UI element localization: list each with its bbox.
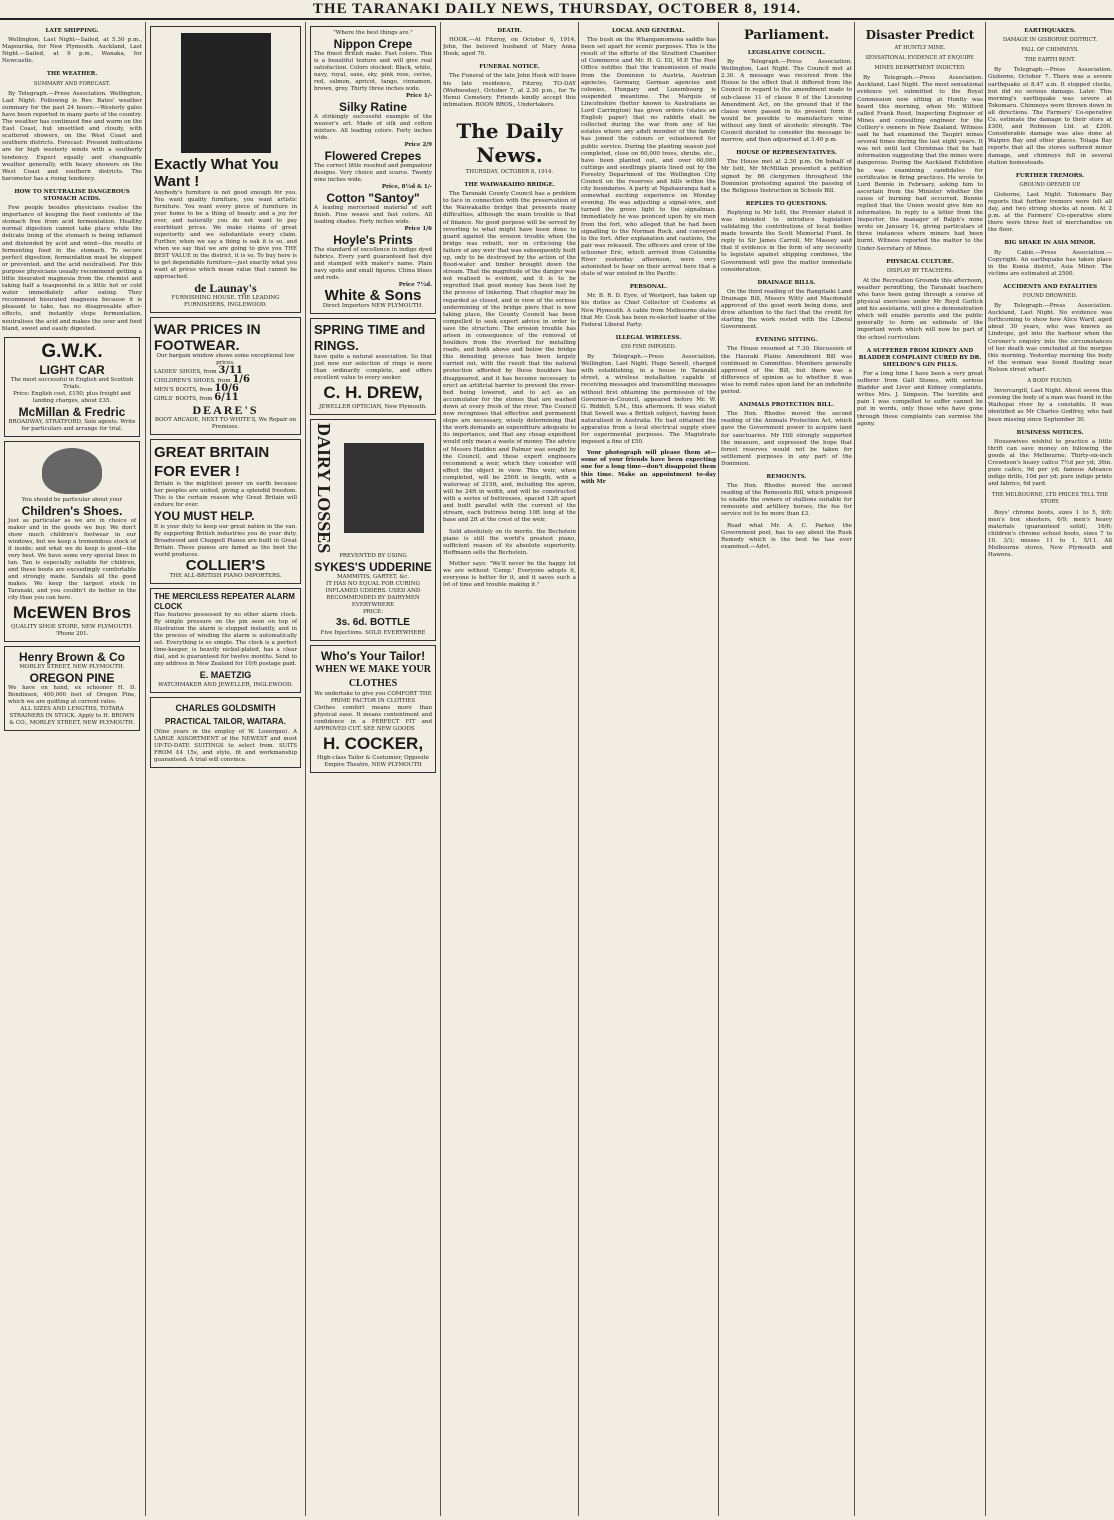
mcewen-title: McEWEN Bros xyxy=(12,602,132,622)
edition-date: THURSDAY, OCTOBER 8, 1914. xyxy=(465,168,554,175)
price-label: PRICE: xyxy=(362,609,384,616)
column-4 xyxy=(443,22,576,1516)
mcmillan-title: McMillan & Fredric xyxy=(18,404,126,419)
bechstein-text: Sold absolutely on its merits, the Bechstein piano is still the world's greatest piano, sufficient reason of its absolute superiority. Hoffmann sells the Bechstein. xyxy=(443,528,576,556)
sensational-subheading: SENSATIONAL EVIDENCE AT ENQUIRY. xyxy=(865,55,975,62)
sufferer-text: For a long time I have been a very great sufferer from Gall Stones, with serious Bladder and Liver and Kidney complaints, writes Mrs. J. Simpson. The terrible and pain I was compelled to suffer cannot be put in words, only those who have gone through these complaints can surmise the agony. xyxy=(857,370,983,427)
santoy-text: A leading mercerised material of soft finish. Fine weave and fast colors. All leading shades. Forty inches wide. xyxy=(314,205,432,225)
ratine-text: A strikingly successful example of the weaver's art. Made of silk and cotton mixture. All leading colors. Forty inches wide. xyxy=(314,114,432,141)
weather-heading: THE WEATHER. xyxy=(46,71,98,78)
ladies-label: LADIES' SHOES, from xyxy=(154,369,217,375)
illegal-wireless-text: By Telegraph.—Press Association. Wellington, Last Night. Hugo Sewell, charged with establishing, in a house in Taranaki street, a wireless installation capable of receiving messages and transmitting messages without first obtaining the permission of the Governor-in-Council, appeared before Mr. W. G. Riddell, S.M., this afternoon. It was stated that Sewell was a British subject, having been naturalised in Australia. He had obtained the apparatus from a local electrical supply store for experimental purposes. The Magistrate imposed a fine of £50. xyxy=(581,354,716,446)
girls-label: GIRLS' BOOTS, from xyxy=(154,396,213,402)
sykes-maker: MAMMITIS, GARTET, &c. xyxy=(336,574,410,581)
drainage-heading: DRAINAGE BILLS. xyxy=(757,279,816,286)
spring-text: have quite a natural association. So that just now our selection of rings is more than ordinarily complete, and offers excellent value to every seeker. xyxy=(314,354,432,381)
mother-text: Mother says: "We'll never be the happy lot we are without 'Cemp.' Everyone adopts it, everyone is better for it, and it saves such a lot of time and trouble making it." xyxy=(443,560,576,589)
colliers-title: COLLIER'S xyxy=(185,557,266,574)
goldsmith-title: CHARLES GOLDSMITH xyxy=(175,703,276,713)
illegal-wireless-heading: ILLEGAL WIRELESS. xyxy=(615,334,682,341)
childrens-shoes-ad xyxy=(4,441,140,642)
tailor-text: We undertake to give you COMFORT THE PRIME FACTOR IN CLOTHES xyxy=(314,691,432,705)
disaster-heading: Disaster Predict xyxy=(865,28,975,42)
delaunay-name: de Launay's xyxy=(194,281,257,295)
photo-notice: Your photograph will please them at—some of your friends have been expecting one for a long time—don't disappoint them this time. Make an appointment to-day with Mr xyxy=(581,450,716,485)
bridge-heading: THE WAIWAKAIHO BRIDGE. xyxy=(464,182,555,189)
girls-price: 6/11 xyxy=(214,392,239,403)
stomach-heading: HOW TO NEUTRALISE DANGEROUS STOMACH ACIDS. xyxy=(14,188,130,202)
colliers-sub: THE ALL-BRITISH PIANO IMPORTERS. xyxy=(169,573,282,579)
council-heading: LEGISLATIVE COUNCIL. xyxy=(747,50,826,56)
asia-text: By Cable.—Press Association.—Copyright. An earthquake has taken place in the Konia district, Asia Minor. The victims are estimated at 2500. xyxy=(988,249,1112,277)
shipping-text: Wellington, Last Night—Sailed, at 5.30 p.m., Mapourika, for New Plymouth. Auckland, Last Night.—Sailed, at 9 p.m., Wanaka, for Newcastle. xyxy=(2,37,142,65)
goldsmith-text: (Nine years in the employ of W. Lonergan). A LARGE ASSORTMENT of the NEWEST and most UP-TO-DATE SUITINGS to select from. SUITS FROM £4 15s, and style, fit and workmanship guaranteed. A trial will convince. xyxy=(154,729,297,763)
gwk-price: Price: English cost, £150; plus freight and landing charges, about £35. xyxy=(13,390,131,404)
council-text: By Telegraph.—Press Association. Wellington, Last Night. The Council met at 2.30. A message was received from the House to the effect that it differed from the Council in regard to the amendment made to sub-clause 11 of clause 9 of the Licensing Amendment Act, on the ground that if the clause were passed in its present form it would be possible to manufacture wine without any limit of alcoholic strength. The Council decided to consider the message to-morrow, and then adjourned at 3.40 p.m. xyxy=(721,59,852,144)
delaunay-sub: FURNISHING HOUSE. THE LEADING FURNISHERS, INGLEWOOD. xyxy=(171,295,280,308)
white-sons-sub: Direct Importers NEW PLYMOUTH. xyxy=(322,303,424,309)
column-rule xyxy=(578,22,579,1516)
column-rule xyxy=(854,22,855,1516)
oregon-title: OREGON PINE xyxy=(29,670,115,685)
childrens-shoes-title: Children's Shoes. xyxy=(21,503,123,518)
drowned-text: By Telegraph.—Press Association. Auckland, Last Night. No evidence was forthcoming to show how Alice Ward, aged about 30 years, who was known as Lindrope, got into the harbour when the Coroner's enquiry into the circumstances of her death was concluded at the morgue this morning. Yesterday morning the body of the woman was found floating near Nelson street wharf. xyxy=(988,303,1112,373)
merciless-title: THE MERCILESS REPEATER ALARM CLOCK xyxy=(154,592,295,611)
shoes-intro: You should be particular about your xyxy=(21,496,123,503)
personal-text: Mr. B. R. D. Eyre, of Westport, has taken up his duties as Chief Collector of Customs at New Plymouth. A cable from Melbourne states that Mr. Cook has been re-elected leader of the Federal Liberal Party. xyxy=(581,293,716,328)
column-rule xyxy=(305,22,306,1516)
column-2 xyxy=(148,22,303,1516)
replies-heading: REPLIES TO QUESTIONS. xyxy=(745,200,828,207)
henry-brown-address: MORLEY STREET, NEW PLYMOUTH. xyxy=(19,663,125,670)
body-found-subheading: A BODY FOUND. xyxy=(1027,378,1073,385)
flowered-title: Flowered Crepes xyxy=(324,149,422,163)
read-notice: Read what Mr. A. C. Parker, the Government poet, has to say about the Rusk Remedy which is the best he has ever examined.—Advt. xyxy=(721,522,852,550)
bridge-text: The Taranaki County Council has a problem to face in connection with the preservation of the Waiwakaiho bridge that presents many difficulties, although the main trouble is that of finance. No good purpose will be served by reverting to what might have been done to guard against the erosion trouble when the bridge was rebuilt, nor in criticising the failure of any weir that was subsequently built up, only to be destroyed by the action of the flood-water and timber brought down the stream. That the magnitude of the danger was not realised is evident, and it is to be regretted that good money has been lost by the process of tinkering. That chapter may be regarded as closed, and in view of the serious undermining of the bridge piers that is now taking place, the County Council has been compelled to seek expert advice in order to save the structure. The erosion trouble has arisen in consequence of the removal of boulders from the riverbed for metalling roads, and both above and below the bridge this denuding process has been largely carried out, with the result that the natural protection afforded by these boulders has disappeared, and it has become necessary to erect an artificial barrier to prevent the river-bed being lowered, and to act as an accumulator for the stones that are washed down at every fresh of the river. The Council now recognises that effective and permanent steps are necessary, wisely determining that the work demands an expenditure adequate to its importance, and that any cheap expedient would only mean a waste of money. The advice of Messrs Hadden and Palmer was sought by the Council, and these expert engineers recommend a weir, which they consider will effect the object in view. This weir, when completed, will be 250ft in length, with a waterway of 215ft, and, including the apron, will be 24ft in width, and will be constructed with a series of buttresses, spaced 12ft apart and built parallel with the current of the stream, each buttress being 10ft long at the base and 2ft at the crest of the weir. xyxy=(443,191,576,524)
mcewen-address: QUALITY SHOE STORE, NEW PLYMOUTH. 'Phone 201. xyxy=(10,623,134,637)
replies-text: Replying to Mr Isitt, the Premier stated it was intended to introduce legislation validating the contributions of local bodies made towards the Scott Memorial Fund. In reply to Sir James Carroll, Mr Massey said that if evidence in the form of any necessity to legislate against shipping combines, the Government will give the matter immediate consideration. xyxy=(721,209,852,273)
column-rule xyxy=(440,22,441,1516)
practical-tailor: PRACTICAL TAILOR, WAITARA. xyxy=(165,717,286,726)
prevented-label: PREVENTED BY USING xyxy=(339,553,407,560)
column-6 xyxy=(721,22,852,1516)
drew-title: C. H. DREW, xyxy=(323,383,423,402)
hoyle-price: Price 7½d. xyxy=(398,282,432,288)
dairy-losses-banner xyxy=(314,423,432,553)
chimneys-subheading: FALL OF CHIMNEYS. xyxy=(1021,47,1079,54)
column-rule xyxy=(985,22,986,1516)
late-shipping-heading: LATE SHIPPING. xyxy=(45,28,99,34)
column-3 xyxy=(308,22,438,1516)
accidents-heading: ACCIDENTS AND FATALITIES xyxy=(1003,283,1097,290)
funeral-text: The Funeral of the late John Hook will leave his late residence, Fitzroy, TO-DAY (Wednesday), October 7, at 2.30 p.m., for Te Henui Cemetery. Friends kindly accept this intimation. BOON BROS., Undertakers. xyxy=(443,73,576,108)
white-sons-ad xyxy=(310,26,436,314)
nippon-title: Nippon Crepe xyxy=(333,37,413,51)
hoyle-title: Hoyle's Prints xyxy=(333,233,413,247)
cocker-ad xyxy=(310,645,436,773)
when-make-title: WHEN WE MAKE YOUR CLOTHES xyxy=(315,664,431,690)
nippon-price: Price 1/- xyxy=(405,93,432,99)
earth-rent-subheading: THE EARTH RENT. xyxy=(1024,57,1076,64)
gwk-text: The most successful in English and Scottish Trials. xyxy=(10,376,134,390)
fine-subheading: £50 FINE IMPOSED. xyxy=(620,343,677,350)
war-prices-title: WAR PRICES IN FOOTWEAR. xyxy=(154,321,261,353)
oregon-footer: ALL SIZES AND LENGTHS, TOTARA STRAINERS IN STOCK. Apply to H. BROWN & CO., MORLEY STREET, NEW PLYMOUTH. xyxy=(9,705,135,726)
goldsmith-ad xyxy=(150,697,301,768)
melbourne-subheading: THE MELBOURNE, LTD PRICES TELL THE STORY. xyxy=(991,492,1109,506)
business-text: Housewives wishful to practice a little thrift can save money on following the goods at the Melbourne; Thirty-six-inch Crewdson's heavy calico 7½d per yd; 36in. pure calico, 9d per yd; famous Advance indigo drills, 10d per yd; pure indigo prints and fabrics, 6d yard. xyxy=(988,438,1112,488)
light-car-title: LIGHT CAR xyxy=(39,362,105,377)
business-heading: BUSINESS NOTICES. xyxy=(1016,429,1084,436)
death-text: HOOK.—At Fitzroy, on October 6, 1914, John, the beloved husband of Mary Anna Hook; aged 76. xyxy=(443,37,576,58)
footwear-intro: Our bargain window shows some exceptional low prices. xyxy=(156,353,295,366)
house-heading: HOUSE OF REPRESENTATIVES. xyxy=(736,150,837,157)
mines-subheading: MINES DEPARTMENT INDICTED. xyxy=(874,65,966,72)
weather-text: By Telegraph.—Press Association. Wellington, Last Night. Following is Rev. Bates' weather summary for the past 24 hours:—Westerly gales have been reported in many parts of the country. The weather has continued fine and warm on the East Coast, but unsettled and cloudy, with scattered showers, on the West Coast and southern districts. Forecast: Present indications are for high westerly winds with a southerly tendency. Expect squally and changeable weather generally, with heavy showers on the West Coast and southern districts. The barometer has a rising tendency. xyxy=(2,90,142,182)
disaster-text: By Telegraph.—Press Association. Auckland, Last Night. The most sensational evidence yet submitted to the Royal Commission now sitting at Huntly was heard this morning, when Mr. Wilford called Frank Reed, Inspecting Engineer of Mines and consulting engineer for the Colliery's owners in New Zealand. Witness said he had examined the Taupiri mines several times during the last eight years. It was not until last Christmas that he had information suggesting that the mines were dangerous. During the Auckland Exhibition he was examining candidates for certificates in firing practices. He wrote to Lord Bennie in February, asking him to ascertain from the Minister whether the cause of burning had occurred. Bennie replied that the Union would give him no information. In reply to a letter from the Inspector, the manager of Ralph's mine wrote on January 14, giving particulars of three instances where miners had been burnt. Witness reported the matter to the Under-Secretary of Mines. xyxy=(857,75,983,252)
hoyle-text: The standard of excellence in indigo dyed fabrics. Every yard guaranteed fast dye and stamped with maker's name. Plain navy spots and small figures. China blues and reds. xyxy=(314,247,432,281)
great-britain-text: Britain is the mightiest power on earth because her peoples are united, giving a splendid freedom. This is the certain reason why Great Britain will endure for ever. xyxy=(154,481,297,508)
ratine-price: Price 2/9 xyxy=(404,142,432,148)
drowned-subheading: FOUND DROWNED. xyxy=(1022,293,1078,299)
cocker-title: H. COCKER, xyxy=(322,734,424,754)
further-tremors-heading: FURTHER TREMORS. xyxy=(1015,172,1085,179)
flowered-price: Price, 8½d & 1/- xyxy=(381,184,432,190)
column-7 xyxy=(857,22,983,1516)
sykes-foot: Five Injections. SOLD EVERYWHERE xyxy=(320,630,426,637)
death-heading: DEATH. xyxy=(497,28,522,34)
newspaper-title: The Daily News. xyxy=(456,118,563,167)
column-5 xyxy=(581,22,716,1516)
sykes-title: SYKES'S UDDERINE xyxy=(314,560,432,575)
deares-ad xyxy=(150,317,301,435)
column-8 xyxy=(988,22,1112,1516)
udderine-ad xyxy=(310,419,436,641)
personal-heading: PERSONAL. xyxy=(629,284,668,291)
santoy-title: Cotton "Santoy" xyxy=(326,191,420,205)
display-subheading: DISPLAY BY TEACHERS. xyxy=(886,267,954,274)
evening-text: The House resumed at 7.30. Discussion of the Hauraki Plains Amendment Bill was continued in Committee. Members generally approved of the Bill, but there was a difference of opinion as to whether it was wise to remit rates upon land for an indefinite period. xyxy=(721,346,852,396)
maetzig-sub: WATCHMAKER AND JEWELLER, INGLEWOOD. xyxy=(158,682,293,688)
earthquake-text: By Telegraph.—Press Association. Gisborne, October 7. There was a severe earthquake at 8.47 a.m. It stopped clocks, but did no serious damage. Later. This morning's earthquake was severe at Tokomaru. Chimneys were thrown down in all directions. The Farmers' Co-operative Co. estimate the damage to their store at £300, and Robinson Ltd. at £200. Considerable damage was also done at Waipiro Bay and other places. Tolaga Bay reports that all the stores suffered minor damage, and chimneys fell in several station homesteads. xyxy=(988,67,1112,166)
where-best: "Where the best things are." xyxy=(333,30,413,36)
gwk-ad xyxy=(4,337,140,437)
baby-illustration xyxy=(42,448,102,494)
merciless-text: Has features possessed by no other alarm clock. By simple pressure on the pin seen on top of illustration the alarm is stopped instantly, and in the process of winding the alarm is automatically set. Everything is so simple. The clock is a perfect time-keeper, is heavily nickel-plated, has a clear dial, and is guaranteed for twelve months. Send to any address in New Zealand for 10/6 postage paid. xyxy=(154,612,297,667)
cow-illustration xyxy=(344,443,424,533)
deares-sub: BOOT ARCADE, NEXT TO WHITE'S, We Repair on Premises. xyxy=(154,417,297,430)
remounts-heading: REMOUNTS. xyxy=(766,473,807,480)
animals-text: The Hon. Rhodes moved the second reading of the Animals Protection Act, which gave the Government power to acquire land for sanctuaries. Mr Hill strongly supported the measure, and expressed the hope that forest reserves would not be taken for settlement purposes in any part of the Dominion. xyxy=(721,411,852,467)
henry-brown-title: Henry Brown & Co xyxy=(18,649,125,664)
dairy-losses-title: DAIRY LOSSES xyxy=(314,423,334,554)
local-heading: LOCAL AND GENERAL. xyxy=(611,28,686,34)
delaunay-title: Exactly What You Want ! xyxy=(154,156,279,190)
ladies-price: 3/11 xyxy=(218,365,243,376)
gwk-title: G.W.K. xyxy=(41,340,103,362)
oregon-pine-ad xyxy=(4,646,140,731)
physical-heading: PHYSICAL CULTURE. xyxy=(886,258,954,265)
white-sons-title: White & Sons xyxy=(324,287,422,304)
mcmillan-address: BROADWAY, STRATFORD, Sole agents. Write for particulars and arrange for trial. xyxy=(8,418,136,432)
delaunay-text: Anybody's furniture is not good enough for you. You want quality furniture, you want artistic furniture. You want every piece of furniture in your home to be a thing of beauty and a joy for ever, and naturally you do not want to pay exorbitant prices. We make claims of great superiority and we substantiate every claim. Further, when we say a thing is oak it is so, and when we say that we are going to give you THE BEST VALUE in the district, it is so. To buy here is to get dependable furniture—just exactly what you want at prices which mean value that cannot be approached. xyxy=(154,190,297,280)
great-britain-title: GREAT BRITAIN FOR EVER ! xyxy=(154,444,270,480)
funeral-heading: FUNERAL NOTICE. xyxy=(479,64,540,71)
big-shake-heading: BIG SHAKE IN ASIA MINOR. xyxy=(1004,240,1096,247)
drew-sub: JEWELLER OPTICIAN, New Plymouth. xyxy=(318,404,428,410)
nippon-text: The finest British make. Fast colors. This is a beautiful texture and will give real satisfaction. Colors stocked: Black, white, navy, royal, saxe, sky, pink rose, cerise, red, salmon, apricot, tango, cinnamon, brown, grey. Thirty three inches wide. xyxy=(314,51,432,92)
mens-label: MEN'S BOOTS, from xyxy=(154,387,213,393)
you-must-help-title: YOU MUST HELP. xyxy=(154,509,255,523)
earthquakes-heading: EARTHQUAKES. xyxy=(1024,28,1076,34)
maetzig-title: E. MAETZIG xyxy=(199,670,252,680)
weather-subheading: SUMMARY AND FORECAST. xyxy=(33,80,111,87)
column-1 xyxy=(2,22,142,1516)
local-text: The bush on the Whangamomona saddle has been set apart for scenic purposes. This is the result of the efforts of the Stratford Chamber of Commerce and Mr. H. G. Ell, M.P. The Post Office notifies that the transmission of mails from the Dominion to Austria, Austrian agencies, Germany, German agencies and colonies, Hungary and Luxembourg is suspended meantime. The Marquis of Lincolnshire (better known to Australians as Lord Carrington) has given orders (states an English paper) that no rabbits shall be collected during the war from any of his estates where any adult member of the family has joined the colours or volunteered for public service. During the planting season just completed, close on 60,000 trees, shrubs, etc., have been planted out, and over 60,000 cuttings and seedlings plants lined out by the Forestry Department of the Wellington City Council on the reserves and hills within the city boundaries. A party at Ngahauranga had a somewhat exciting experience on Monday evening. He was adjusting a signal-wire, and turned the green light to the signalman. Immediately he was pounced upon by six men from the fort, who alleged that he had been signalling to the Norman Rock, and conveyed to the fort. After explanation and cautions, the pair was released. The officers and crew of the schooner Eric, which arrived from Columbia River yesterday afternoon, were very astonished to hear on their arrival here that a state of war existed in the Pacific. xyxy=(581,37,716,278)
sykes-price: 3s. 6d. BOTTLE xyxy=(336,617,410,629)
ground-text: Gisborne, Last Night. Tokomaru Bay reports that further tremors were felt all day, and two strong shocks at noon. At 2 p.m. at the Farmers' Co-operative store there were three feet of merchandise on the floor. xyxy=(988,191,1112,234)
tailor-title: Who's Your Tailor! xyxy=(320,649,426,664)
gisborne-subheading: DAMAGE IN GISBORNE DISTRICT. xyxy=(1002,37,1098,44)
sykes-text: IT HAS NO EQUAL FOR CURING INFLAMED UDDERS. USED AND RECOMMENDED BY DAIRYMEN EVERYWHERE xyxy=(325,581,421,609)
evening-heading: EVENING SITTING. xyxy=(755,337,818,344)
animals-heading: ANIMALS PROTECTION BILL. xyxy=(739,402,834,409)
ratine-title: Silky Ratine xyxy=(338,100,408,114)
alarm-clock-ad xyxy=(150,588,301,693)
colliers-ad xyxy=(150,439,301,584)
flowered-text: The correct little rosebud and pompadour designs. Very choice and scarce. Twenty nine inches wide. xyxy=(314,163,432,183)
column-rule xyxy=(718,22,719,1516)
shoes-text: Just as particular as we are in choice of maker and in the goods we buy. We don't show much children's footwear in our windows, but we keep a tremendous stock of it inside; and what we do keep is good—the very best. We have some very special lines in tan. Tan is especially suitable for children, and these boots are exceedingly comfortable and strongly made. Sandals all the good makes. We keep the largest stock in Taranaki, and you couldn't do better in the city than you can here. xyxy=(8,517,136,601)
huntly-subheading: AT HUNTLY MINE. xyxy=(894,45,946,51)
ground-subheading: GROUND OPENED UP. xyxy=(1019,181,1081,188)
tailor-text-2: Clothes comfort means more than physical ease. It means contentment and confidence in a PERFECT FIT and APPROVED CUT. SEE NEW GOODS xyxy=(314,705,432,733)
melbourne-text: Boys' chrome boots, sizes 1 to 5, 9/6; men's box shooters, 6/9; men's heavy materials (guaranteed solid), 16/6; children's chrome school boots, sizes 7 to 10, 3/3; misses 11 to 1, 5/11. All Melbourne stores, New Plymouth and Hawera. xyxy=(988,509,1112,559)
stomach-text: Few people besides physicians realise the importance of keeping the food contents of the stomach free from acid fermentation. Healthy normal digestion cannot take place while the delicate lining of the stomach is being inflamed and distended by acid and wind—the results of fermenting food in the stomach. To secure perfect digestion, fermentation must be stopped or prevented, and the acid neutralised. For this purpose physicians usually recommend getting a little bisurated magnesia from the chemist and taking half a teaspoonful in a little hot or cold water immediately after eating. They recommend bisurated magnesia because it is pleasant to take, has no disagreeable after-effects, and instantly stops fermentation, neutralises the acid and makes the sour and food bland, sweet and easily digested. xyxy=(2,205,142,332)
price-line-ladies xyxy=(154,367,297,376)
column-rule xyxy=(145,22,146,1516)
price-line-girls xyxy=(154,394,297,403)
remounts-text: The Hon. Rhodes moved the second reading of the Remounts Bill, which proposed to enable the owners of stallions suitable for remounts and artillery horses, the fee for service not to be more than £3. xyxy=(721,483,852,518)
childrens-price: 1/6 xyxy=(232,374,250,385)
spring-title: SPRING TIME and RINGS. xyxy=(314,322,426,353)
santoy-price: Price 1/6 xyxy=(404,226,432,232)
body-found-text: Invercargill, Last Night. About seven this evening the body of a man was found in the Waihopai river by a constable. It was identified as Mr Charles Godfrey, who had been missing since September 30. xyxy=(988,388,1112,423)
man-illustration xyxy=(181,33,271,153)
delaunay-ad xyxy=(150,26,301,313)
cocker-sub: High-class Tailor & Costumier, Opposite Empire Theatre, NEW PLYMOUTH xyxy=(316,755,430,769)
drainage-text: On the third reading of the Rangitaiki Land Drainage Bill, Messrs Witty and Macdonald approved of the good work being done, and drew attention to the fact that the credit for starting the work rested with the Liberal Government. xyxy=(721,288,852,331)
physical-text: At the Recreation Grounds this afternoon, weather permitting, the Taranaki teachers who have been going through a course of physical exercises under Mr Royd Garlick and his assistants, will give a demonstration which will enable parents and the public generally to form an estimate of the important work which will now be part of the school curriculum. xyxy=(857,277,983,341)
mens-price: 10/6 xyxy=(214,383,239,394)
drew-ad xyxy=(310,318,436,415)
childrens-label: CHILDREN'S SHOES, from xyxy=(154,378,231,384)
deares-title: DEARE'S xyxy=(192,403,259,417)
parliament-heading: Parliament. xyxy=(743,28,829,43)
sufferer-heading: A SUFFERER FROM KIDNEY AND BLADDER COMPLAINT CURED BY DR. SHELDON'S GIN PILLS. xyxy=(858,347,982,368)
masthead: THE TARANAKI DAILY NEWS, THURSDAY, OCTOBER 8, 1914. xyxy=(0,0,1114,20)
oregon-text: We have on hand, ex schooner H. D. Bendixsen, 400,000 feet of Oregon Pine, which we are quitting at current rates. xyxy=(8,684,136,705)
house-text: The House met at 2.30 p.m. On behalf of Mr Isitt, Mr McMillan presented a petition signed by 86 clergymen throughout the Dominion protesting against the passing of the Religious Instruction in Schools Bill. xyxy=(721,159,852,194)
help-text: It is your duty to keep our great nation in the van. By supporting British industries you do your duty. Broadwood and Chappell Pianos are built in Great Britain. These pianos are famed as the best the world produces. xyxy=(154,524,297,558)
